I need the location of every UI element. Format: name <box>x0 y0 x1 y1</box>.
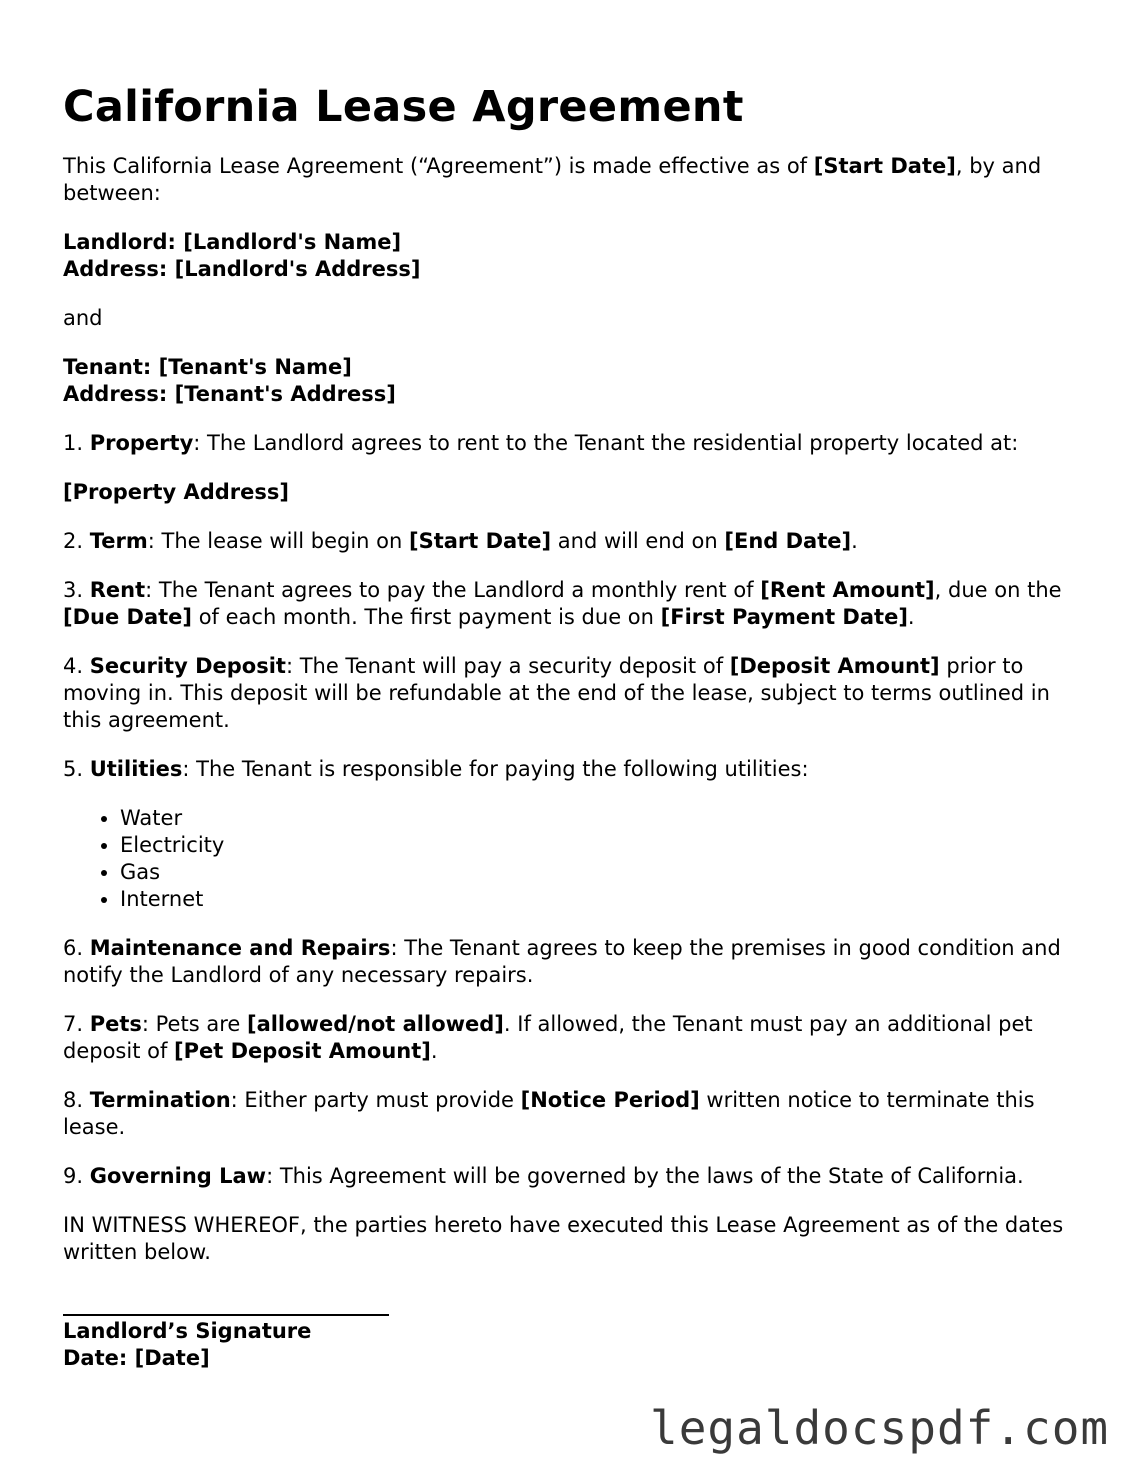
list-item: • Electricity <box>120 832 1093 859</box>
section-number: 3. <box>63 578 90 602</box>
list-item: • Gas <box>120 859 1093 886</box>
signature-block <box>63 1318 1093 1372</box>
property-address-value: [Property Address] <box>63 480 289 504</box>
section-heading: Utilities <box>89 757 183 781</box>
section-text: : Pets are <box>141 1012 247 1036</box>
section-text: of each month. The first payment is due on <box>192 605 661 629</box>
section-text: : This Agreement will be governed by the laws of the State of California. <box>266 1164 1024 1188</box>
property-address <box>63 479 1093 506</box>
landlord-block <box>63 229 1093 283</box>
section-heading: Pets <box>89 1012 142 1036</box>
section-heading: Termination <box>89 1088 231 1112</box>
section-text: , due on the <box>934 578 1062 602</box>
list-item: • Internet <box>120 886 1093 913</box>
section-utilities <box>63 756 1093 783</box>
rent-amount: [Rent Amount] <box>760 578 935 602</box>
landlord-name: Landlord: [Landlord's Name] <box>63 230 402 254</box>
intro-start-date: [Start Date] <box>813 154 956 178</box>
section-heading: Term <box>89 529 148 553</box>
section-number: 8. <box>63 1088 90 1112</box>
section-rent <box>63 577 1093 631</box>
section-number: 6. <box>63 936 90 960</box>
section-law <box>63 1163 1093 1190</box>
section-text: : The Tenant agrees to keep the premises in good condition and notify the Landlord of any necessary repairs. <box>63 936 1061 987</box>
section-text: . <box>907 605 915 629</box>
rent-due-date: [Due Date] <box>63 605 193 629</box>
section-number: 7. <box>63 1012 90 1036</box>
section-text: and will end on <box>551 529 725 553</box>
pet-deposit-amount: [Pet Deposit Amount] <box>174 1039 431 1063</box>
section-heading: Security Deposit <box>89 654 286 678</box>
section-term <box>63 528 1093 555</box>
section-number: 1. <box>63 431 90 455</box>
document-title: California Lease Agreement <box>63 82 744 132</box>
document-page <box>63 78 1093 1372</box>
term-start-date: [Start Date] <box>408 529 552 553</box>
section-number: 5. <box>63 757 90 781</box>
section-property <box>63 430 1093 457</box>
section-text: : The lease will begin on <box>147 529 409 553</box>
section-number: 4. <box>63 654 90 678</box>
section-text: : The Tenant agrees to pay the Landlord a monthly rent of <box>145 578 761 602</box>
section-deposit <box>63 653 1093 734</box>
list-item: • Water <box>120 805 1093 832</box>
signature-line <box>63 1314 389 1316</box>
intro-text-after: , by and between: <box>63 154 1042 205</box>
section-text: prior to moving in. This deposit will be refundable at the end of the lease, subject to terms outlined in this agreement. <box>63 654 1050 732</box>
notice-period: [Notice Period] <box>520 1088 700 1112</box>
tenant-name: Tenant: [Tenant's Name] <box>63 355 352 379</box>
section-text: . If allowed, the Tenant must pay an additional pet deposit of <box>63 1012 1033 1063</box>
section-text: . <box>430 1039 438 1063</box>
section-text: : Either party must provide <box>230 1088 521 1112</box>
tenant-block <box>63 354 1093 408</box>
section-text: : The Tenant is responsible for paying the following utilities: <box>182 757 809 781</box>
first-payment-date: [First Payment Date] <box>660 605 908 629</box>
utilities-list <box>63 805 1093 913</box>
signature-date: Date: [Date] <box>63 1346 210 1370</box>
section-text: written notice to terminate this lease. <box>63 1088 1035 1139</box>
section-heading: Maintenance and Repairs <box>89 936 391 960</box>
landlord-address: Address: [Landlord's Address] <box>63 257 421 281</box>
intro-text: This California Lease Agreement (“Agreement”) is made effective as of <box>63 154 814 178</box>
section-text: : The Landlord agrees to rent to the Tenant the residential property located at: <box>193 431 1019 455</box>
intro-paragraph <box>63 153 1093 207</box>
deposit-amount: [Deposit Amount] <box>729 654 940 678</box>
and-text: and <box>63 306 103 330</box>
tenant-address: Address: [Tenant's Address] <box>63 382 396 406</box>
section-heading: Governing Law <box>89 1164 267 1188</box>
section-text: : The Tenant will pay a security deposit of <box>285 654 730 678</box>
section-maintenance <box>63 935 1093 989</box>
section-pets <box>63 1011 1093 1065</box>
section-heading: Property <box>89 431 194 455</box>
section-number: 2. <box>63 529 90 553</box>
section-number: 9. <box>63 1164 90 1188</box>
pets-allowed: [allowed/not allowed] <box>246 1012 504 1036</box>
watermark: legaldocspdf.com <box>650 1401 1110 1455</box>
term-end-date: [End Date] <box>724 529 852 553</box>
section-text: . <box>851 529 858 553</box>
section-termination <box>63 1087 1093 1141</box>
witness-paragraph: IN WITNESS WHEREOF, the parties hereto have executed this Lease Agreement as of the dates written below. <box>63 1213 1064 1264</box>
signature-label: Landlord’s Signature <box>63 1319 312 1343</box>
section-heading: Rent <box>89 578 146 602</box>
